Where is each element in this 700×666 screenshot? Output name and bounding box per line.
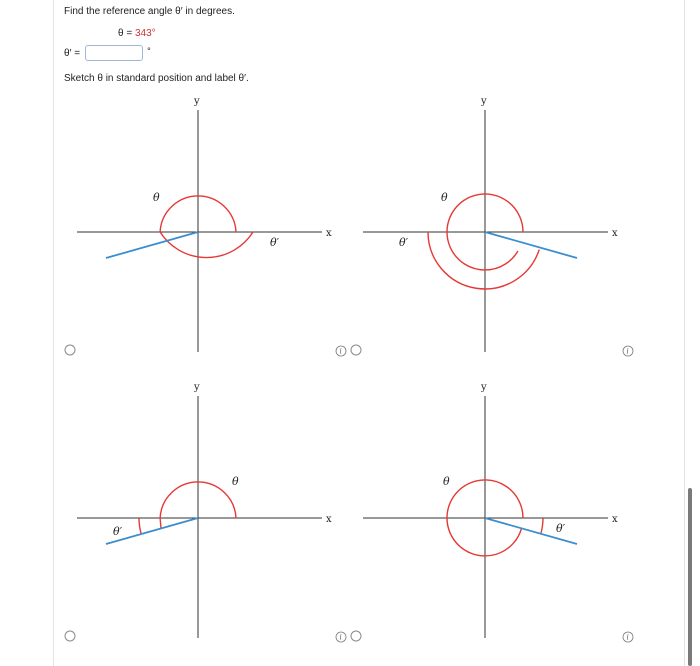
info-icon[interactable] bbox=[336, 632, 346, 642]
theta-label: θ bbox=[443, 475, 450, 488]
info-icon[interactable] bbox=[623, 346, 633, 356]
answer-label: θ′ = bbox=[64, 47, 81, 59]
sketch-instruction: Sketch θ in standard position and label θ′. bbox=[64, 73, 249, 84]
reference-angle-label: θ′ bbox=[399, 236, 409, 249]
info-icon[interactable] bbox=[623, 632, 633, 642]
reference-arc bbox=[139, 518, 141, 534]
theta-label: θ bbox=[153, 191, 160, 204]
given-angle-value: 343° bbox=[134, 28, 156, 39]
reference-arc bbox=[541, 518, 543, 534]
info-icon[interactable] bbox=[336, 346, 346, 356]
svg-text:i: i bbox=[626, 347, 629, 356]
graph-option-3 bbox=[65, 382, 346, 642]
graph-option-1 bbox=[65, 96, 346, 356]
option-1-radio[interactable] bbox=[65, 345, 75, 355]
reference-arc bbox=[428, 232, 539, 289]
y-axis-label: y bbox=[194, 382, 200, 393]
theta-label: θ bbox=[232, 475, 239, 488]
question-prompt: Find the reference angle θ′ in degrees. bbox=[64, 6, 235, 17]
theta-label: θ bbox=[441, 191, 448, 204]
graph-option-2 bbox=[351, 96, 633, 356]
x-axis-label: x bbox=[326, 228, 332, 239]
y-axis-label: y bbox=[194, 96, 200, 107]
y-axis-label: y bbox=[481, 96, 487, 107]
reference-angle-label: θ′ bbox=[270, 236, 280, 249]
y-axis-label: y bbox=[481, 382, 487, 393]
x-axis-label: x bbox=[612, 228, 618, 239]
x-axis-label: x bbox=[326, 514, 332, 525]
reference-angle-label: θ′ bbox=[556, 522, 566, 535]
terminal-side-ray bbox=[485, 232, 577, 258]
svg-text:i: i bbox=[339, 633, 342, 642]
graph-option-4 bbox=[351, 382, 633, 642]
reference-angle-label: θ′ bbox=[113, 525, 123, 538]
terminal-side-ray bbox=[106, 232, 198, 258]
theta-arc bbox=[160, 196, 253, 258]
option-3-radio[interactable] bbox=[65, 631, 75, 641]
svg-text:i: i bbox=[339, 347, 342, 356]
degree-symbol: ° bbox=[147, 46, 151, 56]
option-2-radio[interactable] bbox=[351, 345, 361, 355]
given-angle-label: θ = bbox=[118, 28, 135, 39]
scrollbar-thumb[interactable] bbox=[688, 488, 692, 666]
x-axis-label: x bbox=[612, 514, 618, 525]
svg-text:i: i bbox=[626, 633, 629, 642]
option-4-radio[interactable] bbox=[351, 631, 361, 641]
